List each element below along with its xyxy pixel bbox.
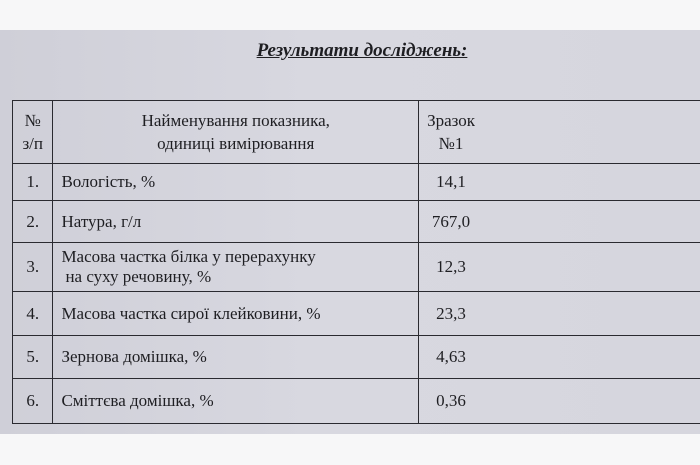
row-indicator: Натура, г/л [53,201,419,243]
header-number-line: з/п [22,134,43,153]
row-indicator: Масова частка сирої клейковини, % [53,292,419,336]
row-value: 4,63 [419,336,700,379]
results-table [12,100,700,424]
row-value: 12,3 [419,243,700,292]
header-sample-line: №1 [438,134,464,153]
row-indicator: Вологість, % [53,164,419,201]
row-number: 3. [13,243,53,292]
header-sample-line: Зразок [427,111,475,130]
table-row [13,379,700,424]
header-indicator-line: Найменування показника, [141,111,330,130]
row-indicator [53,243,419,292]
header-indicator [53,101,419,164]
row-indicator: Зернова домішка, % [53,336,419,379]
row-number: 4. [13,292,53,336]
row-number: 1. [13,164,53,201]
header-sample [419,101,700,164]
row-number: 6. [13,379,53,424]
table-row [13,243,700,292]
row-value: 14,1 [419,164,700,201]
row-value: 0,36 [419,379,700,424]
header-number-line: № [24,111,41,130]
row-indicator-line: Масова частка білка у перерахунку [61,247,316,266]
row-number: 2. [13,201,53,243]
table-row [13,292,700,336]
document-title: Результати досліджень: [256,40,468,61]
table-header-row [13,101,700,164]
table-row [13,336,700,379]
table-row [13,201,700,243]
row-number: 5. [13,336,53,379]
header-indicator-line: одиниці вимірювання [157,134,315,153]
header-number [13,101,53,164]
table-row [13,164,700,201]
row-value: 767,0 [419,201,700,243]
row-value: 23,3 [419,292,700,336]
row-indicator: Сміттєва домішка, % [53,379,419,424]
row-indicator-line: на суху речовину, % [65,267,212,286]
